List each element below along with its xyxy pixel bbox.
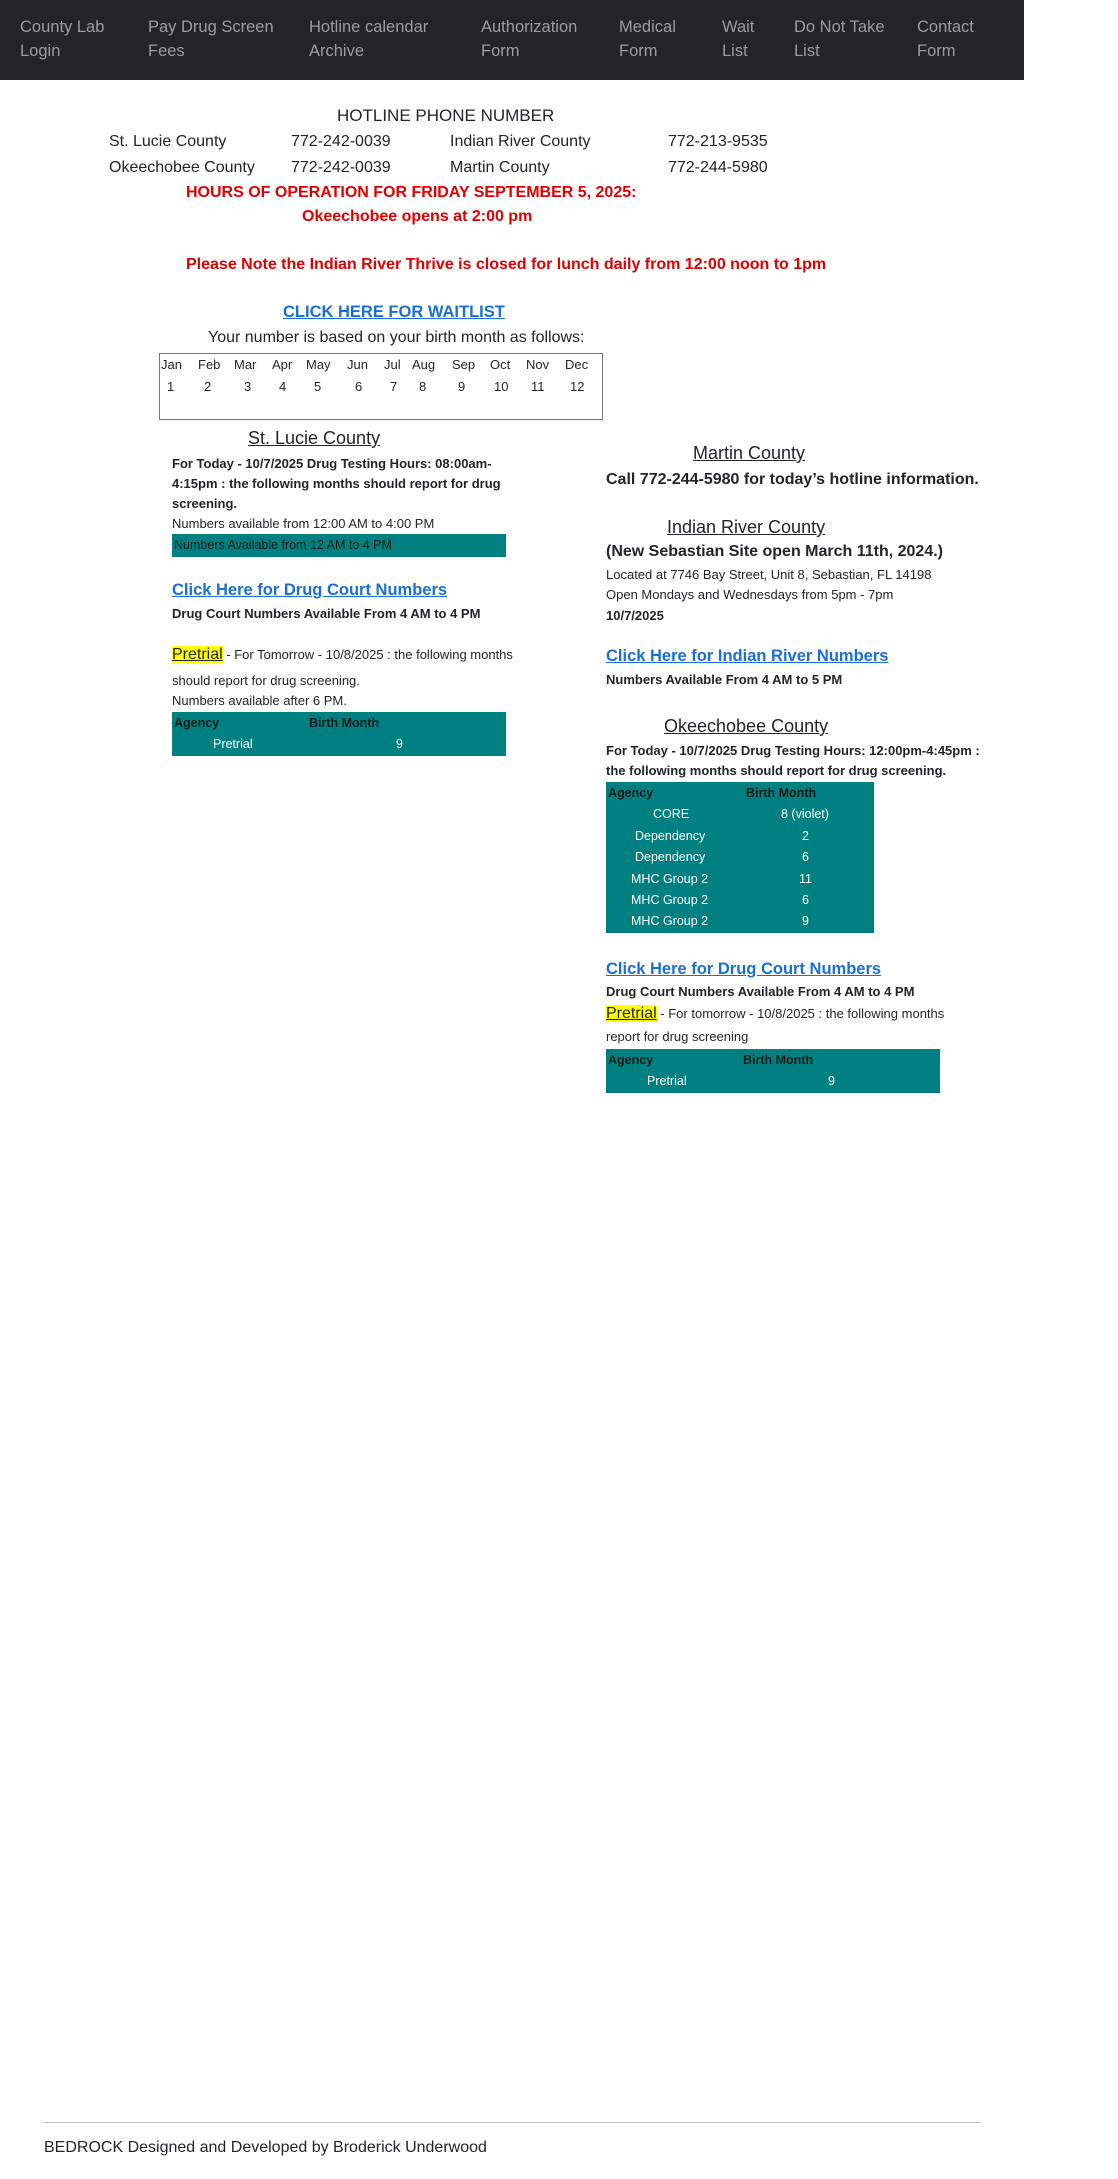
table-cell-agency: Pretrial [647,1074,687,1088]
table-cell-agency: Pretrial [213,737,253,751]
nav-authorization-form[interactable]: Authorization Form [481,18,578,60]
month-number: 6 [355,379,363,394]
hotline-phone: 772-242-0039 [291,133,391,150]
indian-river-title: Indian River County [667,517,826,537]
birth-month-explanation: Your number is based on your birth month as follows: [208,329,585,346]
okeechobee-today-line: the following months should report for drug screening. [606,763,947,778]
table-header-birth-month: Birth Month [746,786,817,800]
hotline-county: Martin County [450,159,550,176]
indian-river-address: Located at 7746 Bay Street, Unit 8, Sebastian, FL 14198 [606,567,932,582]
hotline-phone: 772-213-9535 [668,133,768,150]
month-label: Jun [347,357,368,372]
table-header-birth-month: Birth Month [309,716,380,730]
indian-river-open-hours: Open Mondays and Wednesdays from 5pm - 7pm [606,587,894,602]
indian-river-numbers-link[interactable]: Click Here for Indian River Numbers [606,647,889,665]
stlucie-title: St. Lucie County [248,428,381,448]
martin-call-info: Call 772-244-5980 for today’s hotline information. [606,471,979,488]
month-label: Mar [234,357,257,372]
table-cell-agency: MHC Group 2 [631,914,709,928]
indian-river-numbers-hours: Numbers Available From 4 AM to 5 PM [606,672,843,687]
pretrial-highlight: Pretrial [172,646,223,663]
waitlist-link[interactable]: CLICK HERE FOR WAITLIST [283,303,505,321]
table-cell-agency: MHC Group 2 [631,872,709,886]
table-cell-month: 9 [396,737,403,751]
stlucie-teal-bar [172,534,506,557]
nav-pay-drug-screen-fees[interactable]: Pay Drug Screen Fees [148,18,274,60]
stlucie-today-line: screening. [172,496,238,511]
month-number: 8 [419,379,427,394]
month-label: Jul [384,357,401,372]
okeechobee-open-notice: Okeechobee opens at 2:00 pm [302,208,533,225]
month-label: Apr [272,357,293,372]
month-label: Dec [565,357,589,372]
okeechobee-pretrial-line: report for drug screening [606,1029,749,1044]
birth-month-table [159,353,603,420]
nav-wait-list[interactable]: Wait List [722,18,755,60]
table-cell-month: 8 (violet) [781,807,829,821]
nav-county-lab-login[interactable]: County Lab Login [20,18,105,60]
okeechobee-title: Okeechobee County [664,716,829,736]
okeechobee-drug-court-link[interactable]: Click Here for Drug Court Numbers [606,960,882,978]
stlucie-pretrial-line: should report for drug screening. [172,673,360,688]
table-header-agency: Agency [608,1053,654,1067]
month-label: Feb [198,357,221,372]
okeechobee-schedule-table [606,782,874,933]
nav-hotline-calendar-archive[interactable]: Hotline calendar Archive [309,18,429,60]
okeechobee-drug-court-hours: Drug Court Numbers Available From 4 AM to 4 PM [606,984,915,999]
table-header-agency: Agency [174,716,220,730]
table-cell-month: 2 [802,829,809,843]
stlucie-pretrial-table [172,712,506,756]
nav-contact-form[interactable]: Contact Form [917,18,974,60]
stlucie-today-line: 4:15pm : the following months should report for drug [172,476,501,491]
table-cell-month: 11 [799,872,812,886]
hotline-phone: 772-244-5980 [668,159,768,176]
okeechobee-pretrial-line: Pretrial - For tomorrow - 10/8/2025 : the following months [606,1005,945,1022]
table-cell-agency: Dependency [635,850,706,864]
pretrial-highlight: Pretrial [606,1005,657,1022]
hotline-title: HOTLINE PHONE NUMBER [337,106,555,125]
nav-medical-form[interactable]: Medical Form [619,18,676,60]
martin-title: Martin County [693,443,806,463]
month-number: 12 [570,379,585,394]
month-number: 5 [314,379,322,394]
month-label: Nov [526,357,550,372]
footer-credit: BEDROCK Designed and Developed by Broderick Underwood [44,2139,487,2156]
month-number: 9 [458,379,466,394]
table-cell-month: 9 [802,914,809,928]
table-header-birth-month: Birth Month [743,1053,814,1067]
lunch-notice: Please Note the Indian River Thrive is closed for lunch daily from 12:00 noon to 1pm [186,256,827,273]
hotline-county: Indian River County [450,133,591,150]
month-label: Aug [412,357,436,372]
month-number: 10 [494,379,509,394]
nav-do-not-take-list[interactable]: Do Not Take List [794,18,885,60]
month-number: 1 [167,379,175,394]
table-cell-month: 6 [802,850,809,864]
stlucie-pretrial-line: Numbers available after 6 PM. [172,693,347,708]
okeechobee-today-line: For Today - 10/7/2025 Drug Testing Hours: 12:00pm-4:45pm : [606,743,980,758]
month-label: Sep [452,357,476,372]
hours-notice: HOURS OF OPERATION FOR FRIDAY SEPTEMBER 5, 2025: [186,184,637,201]
month-number: 11 [531,379,545,394]
hotline-phone: 772-242-0039 [291,159,391,176]
okeechobee-pretrial-table [606,1049,940,1093]
month-number: 4 [279,379,287,394]
month-label: May [306,357,331,372]
hotline-county: Okeechobee County [109,159,255,176]
stlucie-today-line: For Today - 10/7/2025 Drug Testing Hours: 08:00am- [172,456,492,471]
table-cell-month: 9 [828,1074,835,1088]
stlucie-drug-court-link[interactable]: Click Here for Drug Court Numbers [172,581,448,599]
month-number: 2 [204,379,212,394]
hotline-county: St. Lucie County [109,133,227,150]
table-cell-month: 6 [802,893,809,907]
stlucie-drug-court-hours: Drug Court Numbers Available From 4 AM to 4 PM [172,606,481,621]
table-header-agency: Agency [608,786,654,800]
table-cell-agency: CORE [653,807,690,821]
month-label: Jan [161,357,182,372]
indian-river-date: 10/7/2025 [606,608,664,623]
month-number: 3 [244,379,252,394]
stlucie-pretrial-line: Pretrial - For Tomorrow - 10/8/2025 : the following months [172,646,513,663]
month-label: Oct [490,357,511,372]
stlucie-teal-bar-text: Numbers Available from 12 AM to 4 PM [174,538,392,552]
indian-river-new-site: (New Sebastian Site open March 11th, 2024.) [606,543,943,560]
top-navbar [0,0,1024,80]
month-number: 7 [390,379,398,394]
table-cell-agency: Dependency [635,829,706,843]
table-cell-agency: MHC Group 2 [631,893,709,907]
stlucie-numbers-available: Numbers available from 12:00 AM to 4:00 PM [172,516,435,531]
footer-divider [44,2122,981,2123]
